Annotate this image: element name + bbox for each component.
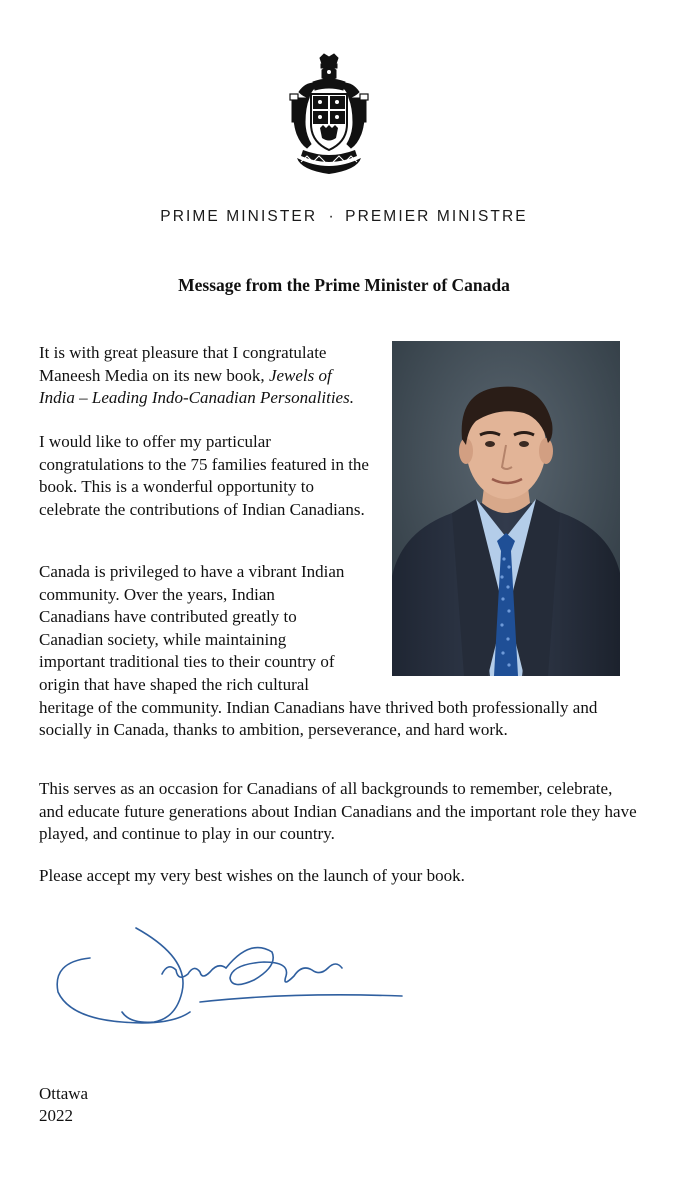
office-french: PREMIER MINISTRE bbox=[345, 208, 528, 225]
paragraph-3-line: important traditional ties to their country of bbox=[39, 652, 335, 672]
handwritten-signature bbox=[50, 918, 410, 1038]
paragraph-1 bbox=[39, 342, 364, 410]
closing-year: 2022 bbox=[39, 1106, 73, 1125]
paragraph-1-text: It is with great pleasure that I congratulate Maneesh Media on its new book, bbox=[39, 343, 327, 385]
office-heading bbox=[0, 208, 688, 226]
paragraph-3-line: origin that have shaped the rich cultural bbox=[39, 674, 310, 694]
paragraph-2: I would like to offer my particular congratulations to the 75 families featured in the book. This is a wonderful opportunity to celebrate the contributions of Indian Canadians. bbox=[39, 432, 369, 519]
paragraph-5: Please accept my very best wishes on the launch of your book. bbox=[39, 866, 465, 885]
closing-city: Ottawa bbox=[39, 1084, 89, 1103]
closing-place-date bbox=[39, 1083, 88, 1127]
office-separator: · bbox=[328, 208, 334, 225]
office-english: PRIME MINISTER bbox=[160, 208, 318, 225]
letter-title: Message from the Prime Minister of Canada bbox=[178, 275, 510, 295]
portrait-photo bbox=[392, 341, 620, 676]
paragraph-4: This serves as an occasion for Canadians of all backgrounds to remember, celebrate, and educate future generations about Indian Canadians and the important role they have played, and continue to play in our country. bbox=[39, 779, 637, 844]
paragraph-3-line: Canada is privileged to have a vibrant Indian bbox=[39, 562, 345, 581]
coat-of-arms-icon bbox=[289, 52, 369, 178]
paragraph-3-line: community. Over the years, Indian bbox=[39, 584, 275, 604]
paragraph-3-rest: heritage of the community. Indian Canadians have thrived both professionally and socially in Canada, thanks to ambition, perseverance, and hard work. bbox=[39, 697, 598, 740]
paragraph-3-line: Canadian society, while maintaining bbox=[39, 629, 287, 649]
book-title: Jewels of India – Leading Indo-Canadian Personalities. bbox=[39, 365, 354, 408]
paragraph-3-line: Canadians have contributed greatly to bbox=[39, 607, 297, 627]
